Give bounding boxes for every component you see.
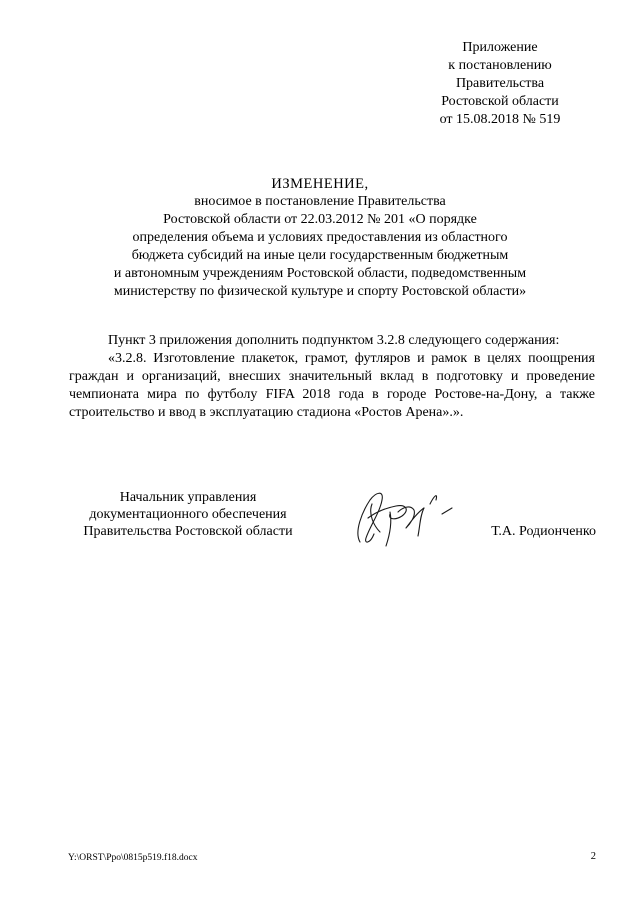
- title-line: и автономным учреждениям Ростовской области, подведомственным: [113, 266, 527, 281]
- handwritten-signature: [340, 482, 460, 552]
- body-paragraph-2: «3.2.8. Изготовление плакеток, грамот, футляров и рамок в целях поощрения граждан и организаций, внесших значительный вклад в подготовку и проведение чемпионата мира по футболу FIFA 2018 года в городе Ростове-на-Дону, а также строительство и ввод в эксплуатацию стадиона «Ростов Арена».».: [69, 351, 595, 420]
- title-line: министерству по физической культуре и спорту Ростовской области»: [113, 284, 527, 299]
- title-line: бюджета субсидий на иные цели государственным бюджетным: [131, 248, 509, 263]
- header-line: Правительства: [455, 76, 545, 91]
- header-line: Ростовской области: [441, 94, 559, 109]
- position-line: документационного обеспечения: [89, 507, 287, 522]
- document-title: [60, 175, 580, 301]
- header-line: к постановлению: [448, 58, 552, 73]
- header-line: Приложение: [462, 40, 538, 55]
- document-body: [69, 332, 595, 422]
- body-paragraph-1: Пункт 3 приложения дополнить подпунктом 3.2.8 следующего содержания:: [108, 333, 560, 348]
- title-line: Ростовской области от 22.03.2012 № 201 «О порядке: [163, 212, 477, 227]
- page-number: 2: [590, 851, 596, 862]
- title-line: определения объема и условиях предоставления из областного: [132, 230, 508, 245]
- signatory-position: [68, 489, 308, 540]
- signatory-name: Т.А. Родионченко: [491, 524, 596, 539]
- title-line: вносимое в постановление Правительства: [194, 194, 446, 209]
- file-path: Y:\ORST\Ppo\0815p519.f18.docx: [68, 853, 198, 863]
- header-line: от 15.08.2018 № 519: [439, 112, 561, 127]
- title-heading: ИЗМЕНЕНИЕ,: [271, 176, 369, 192]
- position-line: Правительства Ростовской области: [83, 524, 293, 539]
- appendix-header: [402, 39, 598, 129]
- position-line: Начальник управления: [119, 490, 257, 505]
